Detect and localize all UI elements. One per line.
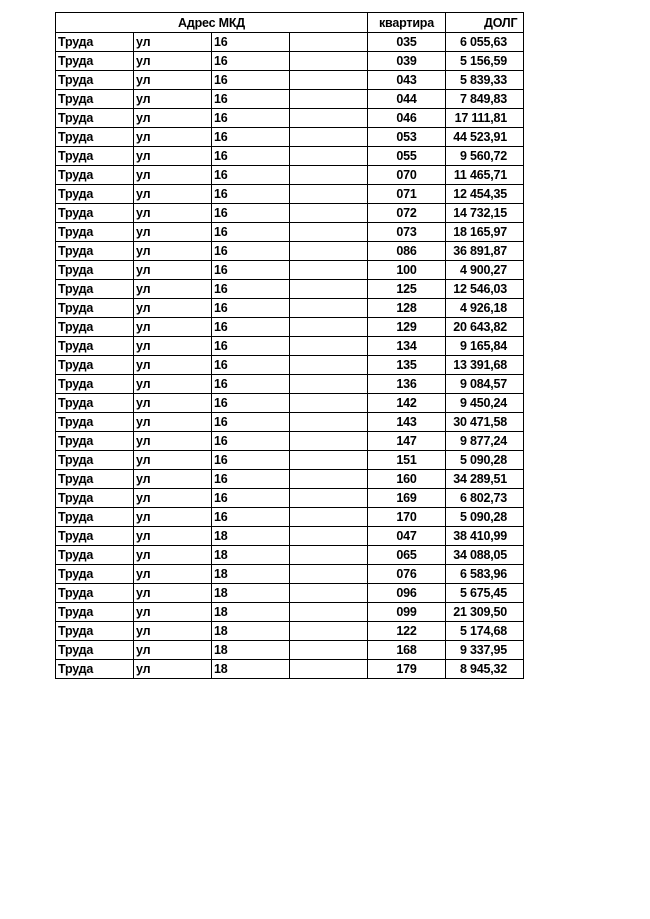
cell-apartment: 128 xyxy=(368,299,446,318)
cell-street: Труда xyxy=(56,166,134,185)
cell-house: 16 xyxy=(212,166,290,185)
cell-street: Труда xyxy=(56,223,134,242)
cell-street: Труда xyxy=(56,470,134,489)
cell-empty xyxy=(290,641,368,660)
table-row xyxy=(56,413,524,432)
cell-empty xyxy=(290,432,368,451)
cell-apartment: 143 xyxy=(368,413,446,432)
cell-debt: 4 900,27 xyxy=(446,261,524,280)
cell-apartment: 043 xyxy=(368,71,446,90)
table-row xyxy=(56,166,524,185)
cell-street-type: ул xyxy=(134,299,212,318)
cell-house: 18 xyxy=(212,584,290,603)
table-row xyxy=(56,508,524,527)
cell-street: Труда xyxy=(56,52,134,71)
cell-debt: 9 560,72 xyxy=(446,147,524,166)
header-row xyxy=(56,13,524,33)
cell-street-type: ул xyxy=(134,337,212,356)
cell-street: Труда xyxy=(56,109,134,128)
table-row xyxy=(56,280,524,299)
cell-house: 16 xyxy=(212,128,290,147)
cell-house: 16 xyxy=(212,147,290,166)
table-row xyxy=(56,565,524,584)
cell-street: Труда xyxy=(56,242,134,261)
cell-empty xyxy=(290,242,368,261)
cell-apartment: 151 xyxy=(368,451,446,470)
cell-street-type: ул xyxy=(134,204,212,223)
cell-apartment: 134 xyxy=(368,337,446,356)
cell-house: 18 xyxy=(212,660,290,679)
cell-empty xyxy=(290,413,368,432)
table-row xyxy=(56,356,524,375)
cell-empty xyxy=(290,223,368,242)
cell-debt: 7 849,83 xyxy=(446,90,524,109)
cell-house: 16 xyxy=(212,337,290,356)
cell-street-type: ул xyxy=(134,508,212,527)
cell-apartment: 055 xyxy=(368,147,446,166)
cell-street-type: ул xyxy=(134,470,212,489)
cell-empty xyxy=(290,546,368,565)
cell-debt: 30 471,58 xyxy=(446,413,524,432)
cell-street-type: ул xyxy=(134,33,212,52)
table-row xyxy=(56,432,524,451)
header-debt: ДОЛГ xyxy=(446,13,524,33)
cell-debt: 9 337,95 xyxy=(446,641,524,660)
cell-house: 16 xyxy=(212,470,290,489)
cell-house: 16 xyxy=(212,109,290,128)
cell-street: Труда xyxy=(56,147,134,166)
cell-street-type: ул xyxy=(134,451,212,470)
cell-house: 18 xyxy=(212,641,290,660)
cell-debt: 38 410,99 xyxy=(446,527,524,546)
table-row xyxy=(56,622,524,641)
cell-debt: 12 546,03 xyxy=(446,280,524,299)
table-row xyxy=(56,394,524,413)
table-row xyxy=(56,641,524,660)
cell-street: Труда xyxy=(56,356,134,375)
cell-street-type: ул xyxy=(134,128,212,147)
table-row xyxy=(56,299,524,318)
cell-street-type: ул xyxy=(134,660,212,679)
cell-apartment: 147 xyxy=(368,432,446,451)
cell-street: Труда xyxy=(56,375,134,394)
table-row xyxy=(56,375,524,394)
cell-debt: 21 309,50 xyxy=(446,603,524,622)
cell-debt: 11 465,71 xyxy=(446,166,524,185)
table-row xyxy=(56,451,524,470)
cell-apartment: 169 xyxy=(368,489,446,508)
cell-apartment: 160 xyxy=(368,470,446,489)
cell-debt: 13 391,68 xyxy=(446,356,524,375)
cell-street-type: ул xyxy=(134,546,212,565)
cell-empty xyxy=(290,147,368,166)
cell-empty xyxy=(290,375,368,394)
cell-empty xyxy=(290,565,368,584)
cell-street-type: ул xyxy=(134,71,212,90)
cell-apartment: 070 xyxy=(368,166,446,185)
cell-house: 16 xyxy=(212,413,290,432)
cell-street-type: ул xyxy=(134,242,212,261)
cell-empty xyxy=(290,337,368,356)
cell-empty xyxy=(290,527,368,546)
cell-street-type: ул xyxy=(134,223,212,242)
cell-street: Труда xyxy=(56,204,134,223)
cell-apartment: 039 xyxy=(368,52,446,71)
cell-debt: 12 454,35 xyxy=(446,185,524,204)
cell-debt: 6 583,96 xyxy=(446,565,524,584)
cell-empty xyxy=(290,261,368,280)
cell-house: 16 xyxy=(212,356,290,375)
cell-house: 16 xyxy=(212,33,290,52)
cell-apartment: 073 xyxy=(368,223,446,242)
cell-street: Труда xyxy=(56,508,134,527)
cell-apartment: 168 xyxy=(368,641,446,660)
cell-empty xyxy=(290,470,368,489)
cell-street: Труда xyxy=(56,432,134,451)
cell-apartment: 071 xyxy=(368,185,446,204)
cell-house: 16 xyxy=(212,375,290,394)
cell-debt: 18 165,97 xyxy=(446,223,524,242)
cell-house: 16 xyxy=(212,185,290,204)
cell-apartment: 065 xyxy=(368,546,446,565)
cell-street-type: ул xyxy=(134,432,212,451)
cell-street: Труда xyxy=(56,337,134,356)
cell-debt: 6 802,73 xyxy=(446,489,524,508)
cell-house: 16 xyxy=(212,432,290,451)
cell-street-type: ул xyxy=(134,147,212,166)
cell-debt: 9 084,57 xyxy=(446,375,524,394)
cell-empty xyxy=(290,33,368,52)
cell-debt: 9 877,24 xyxy=(446,432,524,451)
cell-street: Труда xyxy=(56,185,134,204)
cell-apartment: 129 xyxy=(368,318,446,337)
cell-street-type: ул xyxy=(134,52,212,71)
cell-empty xyxy=(290,71,368,90)
table-row xyxy=(56,52,524,71)
cell-house: 16 xyxy=(212,204,290,223)
cell-debt: 8 945,32 xyxy=(446,660,524,679)
cell-street: Труда xyxy=(56,546,134,565)
table-row xyxy=(56,603,524,622)
table-row xyxy=(56,337,524,356)
cell-house: 16 xyxy=(212,280,290,299)
cell-street-type: ул xyxy=(134,318,212,337)
cell-house: 18 xyxy=(212,603,290,622)
table-row xyxy=(56,147,524,166)
cell-house: 18 xyxy=(212,622,290,641)
table-row xyxy=(56,204,524,223)
table-row xyxy=(56,242,524,261)
cell-apartment: 125 xyxy=(368,280,446,299)
cell-debt: 14 732,15 xyxy=(446,204,524,223)
cell-street: Труда xyxy=(56,527,134,546)
cell-house: 16 xyxy=(212,451,290,470)
cell-apartment: 072 xyxy=(368,204,446,223)
cell-empty xyxy=(290,356,368,375)
cell-street: Труда xyxy=(56,622,134,641)
cell-empty xyxy=(290,166,368,185)
header-address: Адрес МКД xyxy=(56,13,368,33)
table-row xyxy=(56,128,524,147)
cell-apartment: 035 xyxy=(368,33,446,52)
cell-street: Труда xyxy=(56,299,134,318)
table-row xyxy=(56,185,524,204)
cell-street: Труда xyxy=(56,584,134,603)
cell-house: 16 xyxy=(212,508,290,527)
cell-house: 16 xyxy=(212,394,290,413)
cell-apartment: 179 xyxy=(368,660,446,679)
cell-street: Труда xyxy=(56,128,134,147)
cell-apartment: 142 xyxy=(368,394,446,413)
cell-debt: 34 088,05 xyxy=(446,546,524,565)
cell-house: 18 xyxy=(212,546,290,565)
cell-street: Труда xyxy=(56,90,134,109)
cell-debt: 20 643,82 xyxy=(446,318,524,337)
cell-street: Труда xyxy=(56,641,134,660)
cell-empty xyxy=(290,660,368,679)
table-row xyxy=(56,90,524,109)
table-row xyxy=(56,527,524,546)
cell-street-type: ул xyxy=(134,109,212,128)
table-row xyxy=(56,546,524,565)
cell-house: 16 xyxy=(212,299,290,318)
cell-empty xyxy=(290,603,368,622)
cell-street: Труда xyxy=(56,603,134,622)
cell-debt: 34 289,51 xyxy=(446,470,524,489)
cell-empty xyxy=(290,318,368,337)
cell-debt: 17 111,81 xyxy=(446,109,524,128)
cell-apartment: 086 xyxy=(368,242,446,261)
cell-house: 18 xyxy=(212,565,290,584)
cell-street-type: ул xyxy=(134,565,212,584)
debt-table xyxy=(55,12,524,679)
cell-debt: 5 156,59 xyxy=(446,52,524,71)
cell-empty xyxy=(290,204,368,223)
cell-house: 16 xyxy=(212,261,290,280)
table-row xyxy=(56,223,524,242)
cell-apartment: 100 xyxy=(368,261,446,280)
cell-empty xyxy=(290,508,368,527)
cell-empty xyxy=(290,128,368,147)
cell-street-type: ул xyxy=(134,584,212,603)
cell-street-type: ул xyxy=(134,622,212,641)
cell-street-type: ул xyxy=(134,280,212,299)
table-row xyxy=(56,584,524,603)
cell-street: Труда xyxy=(56,451,134,470)
cell-debt: 44 523,91 xyxy=(446,128,524,147)
cell-street: Труда xyxy=(56,394,134,413)
cell-empty xyxy=(290,280,368,299)
cell-street: Труда xyxy=(56,280,134,299)
cell-street-type: ул xyxy=(134,489,212,508)
cell-street-type: ул xyxy=(134,261,212,280)
cell-empty xyxy=(290,109,368,128)
table-row xyxy=(56,660,524,679)
cell-apartment: 135 xyxy=(368,356,446,375)
cell-apartment: 122 xyxy=(368,622,446,641)
table-row xyxy=(56,489,524,508)
cell-debt: 36 891,87 xyxy=(446,242,524,261)
cell-street-type: ул xyxy=(134,185,212,204)
cell-apartment: 044 xyxy=(368,90,446,109)
cell-debt: 5 090,28 xyxy=(446,508,524,527)
cell-street-type: ул xyxy=(134,166,212,185)
cell-apartment: 099 xyxy=(368,603,446,622)
cell-debt: 4 926,18 xyxy=(446,299,524,318)
cell-street: Труда xyxy=(56,261,134,280)
cell-debt: 9 450,24 xyxy=(446,394,524,413)
cell-debt: 5 839,33 xyxy=(446,71,524,90)
cell-street-type: ул xyxy=(134,375,212,394)
cell-street-type: ул xyxy=(134,413,212,432)
cell-street-type: ул xyxy=(134,527,212,546)
table-row xyxy=(56,470,524,489)
table-row xyxy=(56,33,524,52)
cell-debt: 5 090,28 xyxy=(446,451,524,470)
cell-debt: 5 675,45 xyxy=(446,584,524,603)
cell-empty xyxy=(290,622,368,641)
cell-house: 18 xyxy=(212,527,290,546)
cell-house: 16 xyxy=(212,223,290,242)
cell-street: Труда xyxy=(56,318,134,337)
cell-empty xyxy=(290,451,368,470)
cell-apartment: 136 xyxy=(368,375,446,394)
cell-apartment: 076 xyxy=(368,565,446,584)
cell-empty xyxy=(290,299,368,318)
cell-street: Труда xyxy=(56,489,134,508)
cell-debt: 9 165,84 xyxy=(446,337,524,356)
cell-house: 16 xyxy=(212,90,290,109)
cell-street-type: ул xyxy=(134,603,212,622)
cell-apartment: 053 xyxy=(368,128,446,147)
cell-debt: 6 055,63 xyxy=(446,33,524,52)
header-apartment: квартира xyxy=(368,13,446,33)
cell-apartment: 170 xyxy=(368,508,446,527)
cell-apartment: 047 xyxy=(368,527,446,546)
cell-street: Труда xyxy=(56,33,134,52)
cell-empty xyxy=(290,489,368,508)
cell-empty xyxy=(290,394,368,413)
table-row xyxy=(56,318,524,337)
table-body xyxy=(56,33,524,679)
cell-empty xyxy=(290,185,368,204)
cell-street: Труда xyxy=(56,660,134,679)
cell-house: 16 xyxy=(212,242,290,261)
cell-debt: 5 174,68 xyxy=(446,622,524,641)
cell-apartment: 096 xyxy=(368,584,446,603)
cell-street-type: ул xyxy=(134,394,212,413)
cell-street-type: ул xyxy=(134,90,212,109)
cell-house: 16 xyxy=(212,489,290,508)
table-row xyxy=(56,109,524,128)
cell-street-type: ул xyxy=(134,641,212,660)
cell-street: Труда xyxy=(56,413,134,432)
cell-house: 16 xyxy=(212,318,290,337)
cell-street: Труда xyxy=(56,71,134,90)
cell-apartment: 046 xyxy=(368,109,446,128)
cell-empty xyxy=(290,52,368,71)
cell-street-type: ул xyxy=(134,356,212,375)
table-row xyxy=(56,71,524,90)
table-row xyxy=(56,261,524,280)
cell-house: 16 xyxy=(212,52,290,71)
cell-empty xyxy=(290,90,368,109)
cell-empty xyxy=(290,584,368,603)
cell-street: Труда xyxy=(56,565,134,584)
cell-house: 16 xyxy=(212,71,290,90)
